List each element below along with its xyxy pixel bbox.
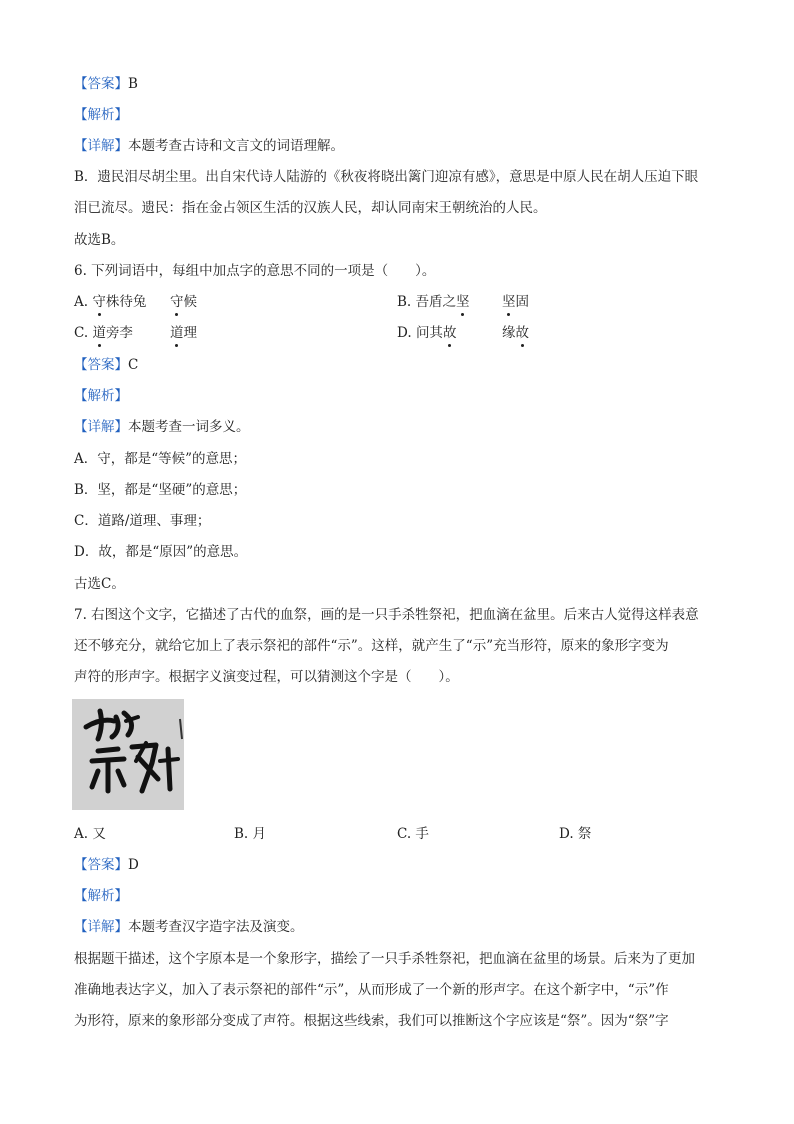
q6-option-d-word2 bbox=[502, 324, 529, 342]
detail-tag: 【详解】 bbox=[74, 419, 128, 435]
option-letter: C. bbox=[74, 325, 89, 341]
q7-answer-line bbox=[74, 856, 139, 874]
dotted-char: 故 bbox=[515, 325, 529, 341]
answer-value: B bbox=[128, 76, 138, 92]
dotted-char: 故 bbox=[442, 325, 457, 341]
word-text: 缘 bbox=[502, 325, 516, 341]
q7-stem-line-2: 还不够充分，就给它加上了表示祭祀的部件“示”。这样，就产生了“示”充当形符，原来的象形字变为 bbox=[74, 638, 669, 654]
q7-option-b: B. 月 bbox=[234, 826, 267, 842]
q6-stem: 6. 下列词语中，每组中加点字的意思不同的一项是（ ）。 bbox=[74, 263, 436, 279]
q7-stem-line-1: 7. 右图这个文字，它描述了古代的血祭，画的是一只手杀牲祭祀，把血滴在盆里。后来古人觉得这样表意 bbox=[74, 607, 699, 623]
option-letter: B. bbox=[397, 294, 412, 310]
q6-explanation-c: C．道路/道理、事理； bbox=[74, 513, 211, 529]
q7-analysis-tag: 【解析】 bbox=[74, 888, 128, 904]
q6-option-b bbox=[397, 293, 470, 311]
word-text: 旁李 bbox=[105, 325, 133, 341]
q6-explanation-d: D．故，都是“原因”的意思。 bbox=[74, 544, 248, 560]
q5-detail-line bbox=[74, 137, 344, 155]
q6-answer-line bbox=[74, 356, 138, 374]
q7-paragraph-line-3: 为形符，原来的象形部分变成了声符。根据这些线索，我们可以推断这个字应该是“祭”。因为“祭”字 bbox=[74, 1013, 669, 1029]
q5-option-b-explanation-2: 泪已流尽。遗民：指在金占领区生活的汉族人民，却认同南宋王朝统治的人民。 bbox=[74, 200, 547, 216]
ancient-character-image bbox=[72, 699, 184, 810]
q7-detail-line bbox=[74, 918, 304, 936]
word-text: 固 bbox=[515, 294, 529, 310]
q6-option-b-word2 bbox=[502, 293, 529, 311]
word-text: 株待兔 bbox=[105, 294, 147, 310]
q7-paragraph-line-1: 根据题干描述，这个字原本是一个象形字，描绘了一只手杀牲祭祀，把血滴在盆里的场景。后来为了更加 bbox=[74, 951, 695, 967]
detail-text: 本题考查一词多义。 bbox=[128, 419, 250, 435]
answer-tag: 【答案】 bbox=[74, 857, 128, 873]
detail-text: 本题考查古诗和文言文的词语理解。 bbox=[128, 138, 344, 154]
q5-option-b-explanation-1: B．遗民泪尽胡尘里。出自宋代诗人陆游的《秋夜将晓出篱门迎凉有感》，意思是中原人民在胡人压迫下眼 bbox=[74, 169, 699, 185]
q6-option-c-word2 bbox=[170, 324, 197, 342]
ancient-glyph-drawing bbox=[72, 699, 184, 810]
detail-text: 本题考查汉字造字法及演变。 bbox=[128, 919, 304, 935]
answer-tag: 【答案】 bbox=[74, 76, 128, 92]
word-text: 问其 bbox=[415, 325, 443, 341]
q6-option-d bbox=[397, 324, 456, 342]
answer-tag: 【答案】 bbox=[74, 357, 128, 373]
word-text: 候 bbox=[183, 294, 197, 310]
word-text: 理 bbox=[183, 325, 197, 341]
q5-conclusion: 故选B。 bbox=[74, 232, 125, 248]
q7-option-a: A. 又 bbox=[74, 826, 106, 842]
q7-option-c: C. 手 bbox=[397, 826, 429, 842]
dotted-char: 道 bbox=[170, 325, 184, 341]
dotted-char: 坚 bbox=[456, 294, 470, 310]
answer-value: C bbox=[128, 357, 139, 373]
q7-option-d: D. 祭 bbox=[559, 826, 592, 842]
dotted-char: 守 bbox=[170, 294, 184, 310]
detail-tag: 【详解】 bbox=[74, 138, 128, 154]
q6-conclusion: 古选C。 bbox=[74, 576, 125, 592]
q7-stem-line-3: 声符的形声字。根据字义演变过程，可以猜测这个字是（ ）。 bbox=[74, 669, 459, 685]
q6-option-a-word2 bbox=[170, 293, 197, 311]
detail-tag: 【详解】 bbox=[74, 919, 128, 935]
q5-answer-line bbox=[74, 75, 138, 93]
q5-analysis-tag: 【解析】 bbox=[74, 107, 128, 123]
option-letter: D. bbox=[397, 325, 412, 341]
word-text: 吾盾之 bbox=[415, 294, 457, 310]
q6-explanation-b: B．坚，都是“坚硬”的意思； bbox=[74, 482, 247, 498]
q6-explanation-a: A．守，都是“等候”的意思； bbox=[74, 451, 247, 467]
dotted-char: 守 bbox=[92, 294, 106, 310]
option-letter: A. bbox=[74, 294, 89, 310]
q6-analysis-tag: 【解析】 bbox=[74, 388, 128, 404]
dotted-char: 道 bbox=[92, 325, 106, 341]
q7-paragraph-line-2: 准确地表达字义，加入了表示祭祀的部件“示”，从而形成了一个新的形声字。在这个新字中，“示”作 bbox=[74, 982, 669, 998]
answer-value: D bbox=[128, 857, 139, 873]
q6-detail-line bbox=[74, 418, 250, 436]
q6-option-c bbox=[74, 324, 133, 342]
dotted-char: 坚 bbox=[502, 294, 516, 310]
q6-option-a bbox=[74, 293, 146, 311]
